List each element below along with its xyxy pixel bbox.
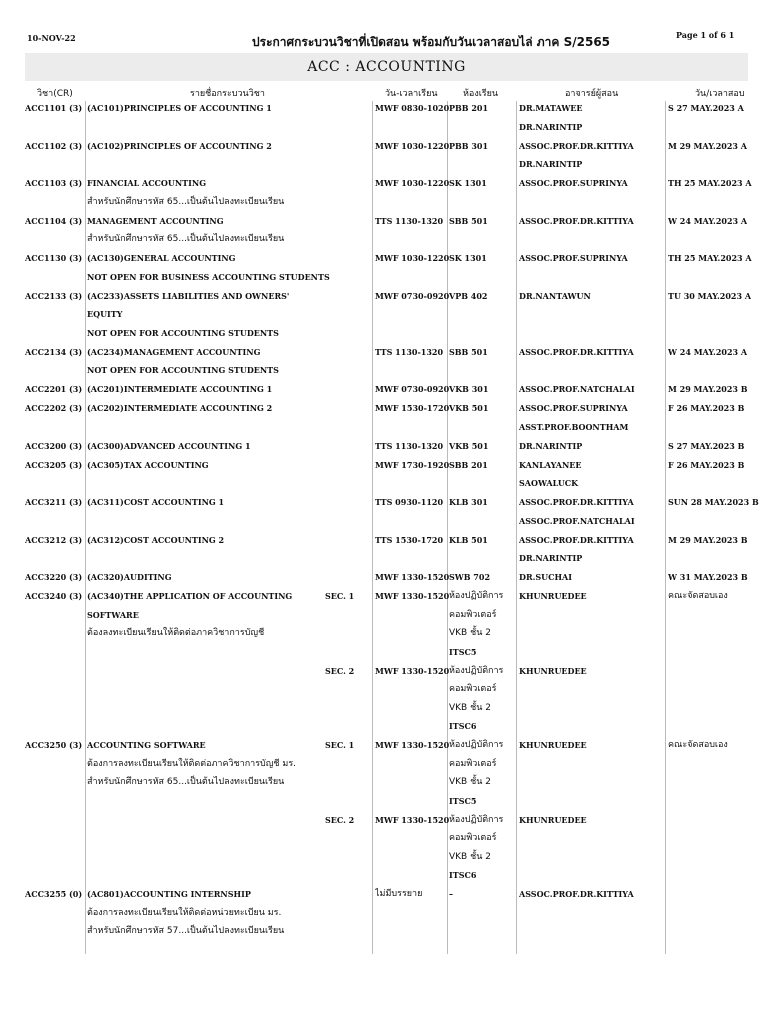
class-time-line: MWF 0830-1020 bbox=[375, 103, 450, 113]
room bbox=[449, 174, 487, 193]
column-header-exam: วัน/เวลาสอบ bbox=[695, 89, 745, 99]
class-time-line: TTS 1130-1320 bbox=[375, 440, 444, 451]
instructor-line: DR.MATAWEE bbox=[519, 103, 583, 113]
exam-date bbox=[668, 249, 752, 268]
instructor-line: KHUNRUEDEE bbox=[519, 814, 587, 825]
exam-date bbox=[668, 493, 759, 512]
room bbox=[449, 662, 503, 736]
exam-date-line: S 27 MAY.2023 B bbox=[668, 440, 745, 451]
course-code bbox=[25, 380, 82, 399]
room bbox=[449, 249, 487, 268]
room-line: VKB ชั้น 2 bbox=[449, 851, 491, 862]
instructor-line: ASSOC.PROF.NATCHALAI bbox=[519, 384, 635, 394]
room-line: ITSC6 bbox=[449, 870, 477, 880]
class-time bbox=[375, 212, 443, 231]
class-time bbox=[375, 437, 443, 456]
course-name bbox=[87, 380, 272, 399]
instructor bbox=[519, 885, 634, 904]
class-time bbox=[375, 736, 449, 755]
course-name-line: สำหรับนักศึกษารหัส 65...เป็นต้นไปลงทะเบียนเรียน bbox=[87, 777, 285, 787]
course-code-line: ACC3240 (3) bbox=[25, 591, 83, 601]
course-code-line: ACC1103 (3) bbox=[25, 178, 83, 188]
exam-date bbox=[668, 287, 751, 306]
instructor-line: KHUNRUEDEE bbox=[519, 665, 587, 676]
room bbox=[449, 736, 503, 810]
room-line: คอมพิวเตอร์ bbox=[449, 833, 497, 843]
course-name-line: FINANCIAL ACCOUNTING bbox=[87, 178, 207, 188]
class-time-line: ไม่มีบรรยาย bbox=[375, 889, 423, 899]
course-name-line: NOT OPEN FOR ACCOUNTING STUDENTS bbox=[87, 327, 279, 338]
exam-date-line: SUN 28 MAY.2023 B bbox=[668, 497, 759, 507]
instructor-line: DR.NARINTIP bbox=[519, 159, 583, 169]
course-name-line: (AC340)THE APPLICATION OF ACCOUNTING bbox=[87, 591, 293, 601]
instructor bbox=[519, 399, 628, 436]
room bbox=[449, 811, 503, 885]
class-time bbox=[375, 287, 449, 306]
instructor-line: ASSOC.PROF.DR.KITTIYA bbox=[519, 497, 634, 507]
room bbox=[449, 531, 488, 550]
room-line: PBB 201 bbox=[449, 103, 489, 113]
course-code-line: ACC3255 (0) bbox=[25, 889, 83, 899]
class-time bbox=[375, 811, 449, 830]
room bbox=[449, 885, 453, 904]
instructor-line: ASSOC.PROF.DR.KITTIYA bbox=[519, 889, 634, 899]
course-name bbox=[87, 343, 279, 380]
section bbox=[325, 587, 354, 606]
instructor bbox=[519, 249, 628, 268]
section bbox=[325, 811, 354, 830]
instructor bbox=[519, 437, 582, 456]
instructor bbox=[519, 493, 635, 530]
room bbox=[449, 137, 488, 156]
course-code-line: ACC1101 (3) bbox=[25, 103, 83, 113]
column-divider bbox=[85, 101, 86, 954]
exam-date-line: M 29 MAY.2023 A bbox=[668, 140, 747, 151]
course-name bbox=[87, 587, 292, 643]
class-time-line: MWF 1330-1520 bbox=[375, 572, 450, 582]
course-name-line: (AC320)AUDITING bbox=[87, 572, 172, 582]
room bbox=[449, 493, 488, 512]
room-line: VKB 301 bbox=[449, 384, 489, 394]
class-time bbox=[375, 587, 449, 606]
instructor bbox=[519, 736, 587, 755]
course-code-line: ACC1102 (3) bbox=[25, 140, 83, 151]
class-time-line: MWF 1330-1520 bbox=[375, 740, 450, 750]
instructor-line: DR.NARINTIP bbox=[519, 440, 583, 451]
exam-date bbox=[668, 343, 747, 362]
course-code bbox=[25, 287, 82, 306]
course-name-line: (AC234)MANAGEMENT ACCOUNTING bbox=[87, 346, 261, 357]
course-code bbox=[25, 212, 82, 231]
instructor bbox=[519, 287, 591, 306]
room-line: KLB 301 bbox=[449, 497, 488, 507]
room-line: VKB 501 bbox=[449, 440, 489, 451]
room-line: SBB 201 bbox=[449, 459, 488, 470]
room-line: SBB 501 bbox=[449, 346, 488, 357]
course-name-line: NOT OPEN FOR ACCOUNTING STUDENTS bbox=[87, 365, 279, 375]
course-name-line: (AC311)COST ACCOUNTING 1 bbox=[87, 497, 225, 507]
course-name-line: (AC305)TAX ACCOUNTING bbox=[87, 459, 209, 470]
course-name bbox=[87, 456, 209, 475]
instructor bbox=[519, 99, 583, 136]
room-line: PBB 301 bbox=[449, 140, 489, 151]
course-name-line: (AC801)ACCOUNTING INTERNSHIP bbox=[87, 889, 251, 899]
instructor-line: ASSOC.PROF.DR.KITTIYA bbox=[519, 346, 634, 357]
instructor-line: KHUNRUEDEE bbox=[519, 740, 587, 750]
instructor bbox=[519, 568, 572, 587]
room bbox=[449, 456, 488, 475]
instructor-line: DR.NARINTIP bbox=[519, 121, 583, 132]
course-name-line: สำหรับนักศึกษารหัส 65...เป็นต้นไปลงทะเบียนเรียน bbox=[87, 196, 285, 207]
course-code bbox=[25, 736, 82, 755]
course-name bbox=[87, 531, 224, 550]
exam-date-line: TH 25 MAY.2023 A bbox=[668, 253, 752, 263]
section-line: SEC. 2 bbox=[325, 665, 355, 676]
exam-date bbox=[668, 174, 752, 193]
instructor bbox=[519, 811, 587, 830]
room bbox=[449, 99, 488, 118]
page-number: Page 1 of 6 1 bbox=[676, 30, 735, 40]
exam-date-line: คณะจัดสอบเอง bbox=[668, 740, 728, 750]
course-name-line: (AC101)PRINCIPLES OF ACCOUNTING 1 bbox=[87, 103, 272, 113]
class-time bbox=[375, 380, 449, 399]
room-line: ห้องปฏิบัติการ bbox=[449, 740, 504, 750]
class-time bbox=[375, 174, 449, 193]
course-name-line: สำหรับนักศึกษารหัส 57...เป็นต้นไปลงทะเบียนเรียน bbox=[87, 926, 285, 936]
course-name bbox=[87, 437, 251, 456]
class-time-line: TTS 1530-1720 bbox=[375, 534, 444, 545]
section-line: SEC. 2 bbox=[325, 814, 355, 825]
class-time bbox=[375, 399, 449, 418]
course-code bbox=[25, 531, 82, 550]
room-line: ห้องปฏิบัติการ bbox=[449, 591, 504, 601]
instructor-line: KHUNRUEDEE bbox=[519, 591, 587, 601]
course-name-line: EQUITY bbox=[87, 309, 123, 319]
room-line: VKB ชั้น 2 bbox=[449, 777, 491, 787]
exam-date-line: M 29 MAY.2023 B bbox=[668, 384, 748, 394]
instructor bbox=[519, 212, 634, 231]
column-header-instructor: อาจารย์ผู้สอน bbox=[565, 89, 619, 99]
section-line: SEC. 1 bbox=[325, 591, 355, 601]
room bbox=[449, 212, 488, 231]
course-name-line: NOT OPEN FOR BUSINESS ACCOUNTING STUDENTS bbox=[87, 271, 330, 282]
class-time bbox=[375, 493, 443, 512]
instructor-line: ASSOC.PROF.DR.KITTIYA bbox=[519, 215, 634, 226]
column-header-code: วิชา(CR) bbox=[37, 89, 73, 99]
course-name bbox=[87, 174, 284, 211]
instructor bbox=[519, 456, 582, 493]
room-line: – bbox=[449, 889, 453, 899]
instructor bbox=[519, 531, 634, 568]
class-time-line: MWF 1530-1720 bbox=[375, 403, 450, 413]
exam-date bbox=[668, 137, 747, 156]
class-time-line: TTS 1130-1320 bbox=[375, 346, 444, 357]
instructor-line: ASSOC.PROF.DR.KITTIYA bbox=[519, 140, 634, 151]
exam-date bbox=[668, 531, 748, 550]
course-name-line: (AC202)INTERMEDIATE ACCOUNTING 2 bbox=[87, 403, 273, 413]
exam-date-line: W 31 MAY.2023 B bbox=[668, 572, 748, 582]
exam-date-line: F 26 MAY.2023 B bbox=[668, 403, 745, 413]
course-name-line: ต้องลงทะเบียนเรียนให้ติดต่อภาควิชาการบัญชี bbox=[87, 628, 265, 638]
course-name bbox=[87, 249, 330, 286]
course-code bbox=[25, 99, 82, 118]
column-header-name: รายชื่อกระบวนวิชา bbox=[190, 89, 265, 99]
exam-date-line: W 24 MAY.2023 A bbox=[668, 346, 748, 357]
column-divider bbox=[372, 101, 373, 954]
class-time-line: TTS 0930-1120 bbox=[375, 497, 444, 507]
course-code-line: ACC3200 (3) bbox=[25, 440, 83, 451]
course-name bbox=[87, 212, 284, 249]
room-line: ITSC5 bbox=[449, 646, 477, 657]
course-code-line: ACC3220 (3) bbox=[25, 572, 83, 582]
room-line: ห้องปฏิบัติการ bbox=[449, 665, 504, 676]
course-name-line: ACCOUNTING SOFTWARE bbox=[87, 740, 206, 750]
class-time bbox=[375, 531, 443, 550]
course-code-line: ACC2202 (3) bbox=[25, 403, 83, 413]
room-line: ITSC5 bbox=[449, 795, 477, 806]
room-line: VKB ชั้น 2 bbox=[449, 702, 491, 713]
exam-date bbox=[668, 568, 748, 587]
course-name bbox=[87, 885, 284, 941]
class-time-line: MWF 1330-1520 bbox=[375, 665, 450, 676]
department-band bbox=[25, 53, 748, 81]
room bbox=[449, 437, 488, 456]
course-name-line: SOFTWARE bbox=[87, 609, 139, 620]
room-line: ห้องปฏิบัติการ bbox=[449, 814, 504, 825]
room-line: SK 1301 bbox=[449, 253, 487, 263]
course-code-line: ACC3212 (3) bbox=[25, 534, 83, 545]
course-code-line: ACC3211 (3) bbox=[25, 497, 83, 507]
room-line: ITSC6 bbox=[449, 721, 477, 731]
course-code bbox=[25, 885, 82, 904]
course-name-line: MANAGEMENT ACCOUNTING bbox=[87, 215, 224, 226]
class-time bbox=[375, 456, 449, 475]
instructor bbox=[519, 343, 634, 362]
column-divider bbox=[516, 101, 517, 954]
course-code-line: ACC1130 (3) bbox=[25, 253, 83, 263]
course-name-line: (AC201)INTERMEDIATE ACCOUNTING 1 bbox=[87, 384, 273, 394]
course-code bbox=[25, 493, 82, 512]
course-name bbox=[87, 287, 289, 343]
instructor-line: ASSOC.PROF.SUPRINYA bbox=[519, 403, 628, 413]
exam-date bbox=[668, 99, 744, 118]
exam-date bbox=[668, 212, 747, 231]
instructor-line: DR.SUCHAI bbox=[519, 572, 572, 582]
exam-date-line: W 24 MAY.2023 A bbox=[668, 215, 748, 226]
exam-date-line: TH 25 MAY.2023 A bbox=[668, 178, 752, 188]
course-name bbox=[87, 137, 272, 156]
section bbox=[325, 662, 354, 681]
room bbox=[449, 587, 503, 661]
exam-date-line: F 26 MAY.2023 B bbox=[668, 459, 745, 470]
course-code-line: ACC1104 (3) bbox=[25, 215, 83, 226]
department-title: ACC : ACCOUNTING bbox=[307, 59, 466, 75]
instructor-line: DR.NANTAWUN bbox=[519, 290, 591, 301]
course-code bbox=[25, 587, 82, 606]
class-time bbox=[375, 662, 449, 681]
room-line: VPB 402 bbox=[449, 290, 488, 301]
room-line: คอมพิวเตอร์ bbox=[449, 684, 497, 694]
room bbox=[449, 343, 488, 362]
class-time-line: MWF 1330-1520 bbox=[375, 814, 450, 825]
class-time bbox=[375, 99, 449, 118]
column-header-room: ห้องเรียน bbox=[463, 89, 499, 99]
course-name bbox=[87, 493, 224, 512]
class-time-line: MWF 1030-1220 bbox=[375, 253, 450, 263]
instructor-line: ASSOC.PROF.SUPRINYA bbox=[519, 253, 628, 263]
course-code-line: ACC2133 (3) bbox=[25, 290, 83, 301]
instructor bbox=[519, 380, 635, 399]
section-line: SEC. 1 bbox=[325, 740, 355, 750]
class-time-line: MWF 1330-1520 bbox=[375, 591, 450, 601]
class-time bbox=[375, 137, 449, 156]
instructor-line: ASSOC.PROF.SUPRINYA bbox=[519, 178, 628, 188]
instructor-line: ASST.PROF.BOONTHAM bbox=[519, 421, 629, 432]
exam-date-line: M 29 MAY.2023 B bbox=[668, 534, 748, 545]
course-name-line: สำหรับนักศึกษารหัส 65...เป็นต้นไปลงทะเบียนเรียน bbox=[87, 234, 285, 244]
class-time-line: MWF 1030-1220 bbox=[375, 178, 450, 188]
room-line: SK 1301 bbox=[449, 178, 487, 188]
exam-date-line: คณะจัดสอบเอง bbox=[668, 591, 728, 601]
room bbox=[449, 399, 488, 418]
instructor bbox=[519, 174, 628, 193]
course-name bbox=[87, 99, 272, 118]
course-code bbox=[25, 437, 82, 456]
class-time-line: TTS 1130-1320 bbox=[375, 215, 444, 226]
room-line: SWB 702 bbox=[449, 572, 491, 582]
course-code-line: ACC2134 (3) bbox=[25, 346, 83, 357]
course-code bbox=[25, 456, 82, 475]
column-header-time: วัน-เวลาเรียน bbox=[385, 89, 438, 99]
course-code bbox=[25, 249, 82, 268]
course-code bbox=[25, 343, 82, 362]
course-code-line: ACC2201 (3) bbox=[25, 384, 83, 394]
section bbox=[325, 736, 354, 755]
exam-date bbox=[668, 399, 744, 418]
class-time bbox=[375, 249, 449, 268]
class-time bbox=[375, 885, 422, 904]
course-code bbox=[25, 174, 82, 193]
class-time-line: MWF 1030-1220 bbox=[375, 140, 450, 151]
exam-date bbox=[668, 437, 744, 456]
print-date: 10-NOV-22 bbox=[27, 33, 76, 43]
instructor bbox=[519, 662, 587, 681]
instructor-line: ASSOC.PROF.DR.KITTIYA bbox=[519, 534, 634, 545]
exam-date-line: S 27 MAY.2023 A bbox=[668, 103, 744, 113]
instructor-line: SAOWALUCK bbox=[519, 478, 579, 488]
exam-date bbox=[668, 380, 748, 399]
class-time bbox=[375, 568, 449, 587]
instructor-line: ASSOC.PROF.NATCHALAI bbox=[519, 515, 635, 526]
course-code-line: ACC3250 (3) bbox=[25, 740, 83, 750]
course-name bbox=[87, 399, 272, 418]
exam-date bbox=[668, 456, 744, 475]
course-name bbox=[87, 568, 172, 587]
course-name-line: ต้องการลงทะเบียนเรียนให้ติดต่อภาควิชาการบัญชี มร. bbox=[87, 758, 297, 769]
course-name-line: (AC130)GENERAL ACCOUNTING bbox=[87, 253, 236, 263]
document-title: ประกาศกระบวนวิชาที่เปิดสอน พร้อมกับวันเวลาสอบไล่ ภาค S/2565 bbox=[252, 35, 611, 49]
course-code bbox=[25, 568, 82, 587]
course-code-line: ACC3205 (3) bbox=[25, 459, 83, 470]
exam-date bbox=[668, 736, 728, 755]
room-line: SBB 501 bbox=[449, 215, 488, 226]
course-code bbox=[25, 399, 82, 418]
course-name-line: (AC312)COST ACCOUNTING 2 bbox=[87, 534, 225, 545]
instructor-line: DR.NARINTIP bbox=[519, 553, 583, 563]
course-code bbox=[25, 137, 82, 156]
course-name bbox=[87, 736, 296, 792]
room-line: KLB 501 bbox=[449, 534, 488, 545]
room bbox=[449, 287, 487, 306]
room bbox=[449, 568, 490, 587]
exam-date bbox=[668, 587, 728, 606]
instructor bbox=[519, 587, 587, 606]
room-line: คอมพิวเตอร์ bbox=[449, 609, 497, 620]
class-time-line: MWF 0730-0920 bbox=[375, 290, 450, 301]
instructor-line: KANLAYANEE bbox=[519, 459, 582, 470]
column-divider bbox=[665, 101, 666, 954]
room-line: VKB 501 bbox=[449, 403, 489, 413]
course-name-line: (AC233)ASSETS LIABILITIES AND OWNERS' bbox=[87, 290, 290, 301]
class-time-line: MWF 0730-0920 bbox=[375, 384, 450, 394]
class-time-line: MWF 1730-1920 bbox=[375, 459, 450, 470]
course-name-line: (AC300)ADVANCED ACCOUNTING 1 bbox=[87, 440, 251, 451]
course-name-line: ต้องการลงทะเบียนเรียนให้ติดต่อหน่วยทะเบียน มร. bbox=[87, 907, 282, 918]
class-time bbox=[375, 343, 443, 362]
instructor bbox=[519, 137, 634, 174]
room bbox=[449, 380, 488, 399]
course-name-line: (AC102)PRINCIPLES OF ACCOUNTING 2 bbox=[87, 140, 272, 151]
room-line: คอมพิวเตอร์ bbox=[449, 758, 497, 769]
room-line: VKB ชั้น 2 bbox=[449, 628, 491, 638]
exam-date-line: TU 30 MAY.2023 A bbox=[668, 290, 752, 301]
